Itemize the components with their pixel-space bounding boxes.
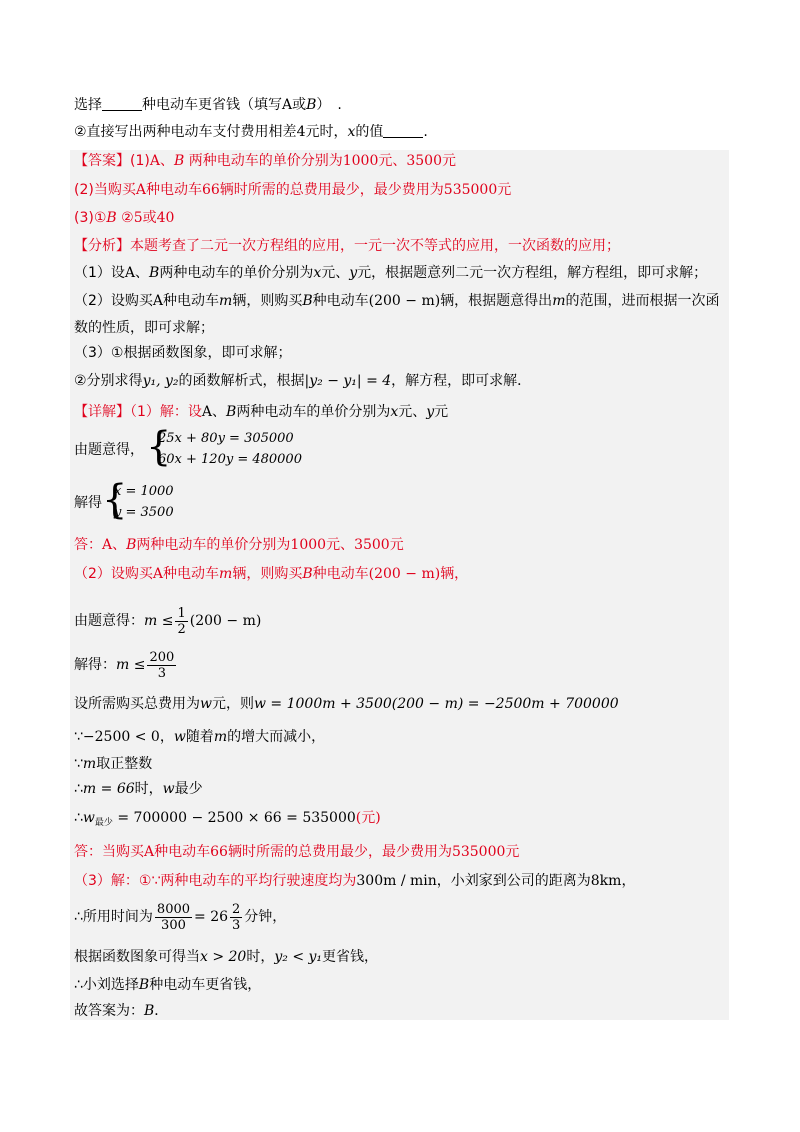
detail-inequality-solution: 解得：m ≤ $\frac{200}{3}$ [74, 649, 175, 681]
equation-system: { 25x + 80y = 305000 60x + 120y = 480000 [146, 424, 302, 470]
fraction-half: $\frac{1}{2}$ [177, 605, 186, 637]
analysis-line-4: （3）①根据函数图象，即可求解； [74, 345, 292, 361]
detail-minimum: ∴m = 66时，w最少 [74, 781, 203, 797]
fraction-2-3: $\frac{2}{3}$ [232, 901, 241, 933]
answer-line-3: (3)①B ②5或40 [74, 210, 175, 226]
question-line-2: ②直接写出两种电动车支付费用相差4元时，x的值 . [74, 124, 428, 140]
detail-final-answer: 故答案为：B． [74, 1003, 169, 1019]
question-line-1: 选择 种电动车更省钱（填写A或B） . [74, 97, 342, 113]
detail-answer-2: 答：当购买A种电动车66辆时所需的总费用最少，最少费用为535000元 [74, 844, 520, 860]
analysis-line-5: ②分别求得y₁, y₂的函数解析式，根据|y₂ − y₁| = 4，解方程，即可求解． [74, 373, 532, 389]
detail-choice: ∴小刘选择B种电动车更省钱， [74, 977, 262, 993]
answer-blank [102, 96, 142, 111]
analysis-line-2: （2）设购买A种电动车m辆，则购买B种电动车(200 − m)辆，根据题意得出m的范围，进而根据一次函 [74, 293, 720, 309]
answer-blank [383, 123, 423, 138]
detail-graph: 根据函数图象可得当x > 20时，y₂ < y₁更省钱， [74, 949, 379, 965]
detail-time: ∴所用时间为 $\frac{8000}{300}$ = 26 $\frac{2}{3}$ 分钟， [74, 901, 287, 933]
detail-cost-function: 设所需购买总费用为w元，则w = 1000m + 3500(200 − m) = −2500m + 700000 [74, 696, 619, 712]
analysis-line-1: （1）设A、B两种电动车的单价分别为x元、y元，根据题意列二元一次方程组，解方程组，即可求解； [74, 265, 708, 281]
answer-line-2: (2)当购买A种电动车66辆时所需的总费用最少，最少费用为535000元 [74, 182, 512, 198]
solution-system: { x = 1000 y = 3500 [102, 477, 174, 523]
detail-inequality: 由题意得：m ≤ $\frac{1}{2}$ (200 − m) [74, 605, 262, 637]
detail-system-label: 由题意得， [74, 442, 144, 458]
detail-heading: 【详解】（1）解：设A、B两种电动车的单价分别为x元、y元 [74, 404, 449, 420]
detail-integer: ∵m取正整数 [74, 756, 153, 772]
detail-min-cost: $\therefore w_{最少} = 700000 - 2500 \times 66 = 535000$(元) [74, 810, 381, 828]
detail-part-2: （2）设购买A种电动车m辆，则购买B种电动车(200 − m)辆， [74, 566, 469, 582]
detail-decreasing: ∵−2500 < 0，w随着m的增大而减小， [74, 729, 326, 745]
analysis-line-3: 数的性质，即可求解； [74, 320, 214, 336]
fraction-8000-300: $\frac{8000}{300}$ [156, 901, 191, 933]
detail-answer-1: 答：A、B两种电动车的单价分别为1000元、3500元 [74, 537, 404, 553]
detail-solve-label: 解得 [74, 495, 102, 511]
analysis-heading: 【分析】本题考查了二元一次方程组的应用，一元一次不等式的应用，一次函数的应用； [74, 238, 620, 254]
answer-line-1: 【答案】(1)A、B 两种电动车的单价分别为1000元、3500元 [74, 153, 456, 169]
detail-part-3: （3）解：①∵两种电动车的平均行驶速度均为300m / min，小刘家到公司的距离为8km， [74, 873, 636, 889]
fraction-200-3: $\frac{200}{3}$ [149, 649, 175, 681]
